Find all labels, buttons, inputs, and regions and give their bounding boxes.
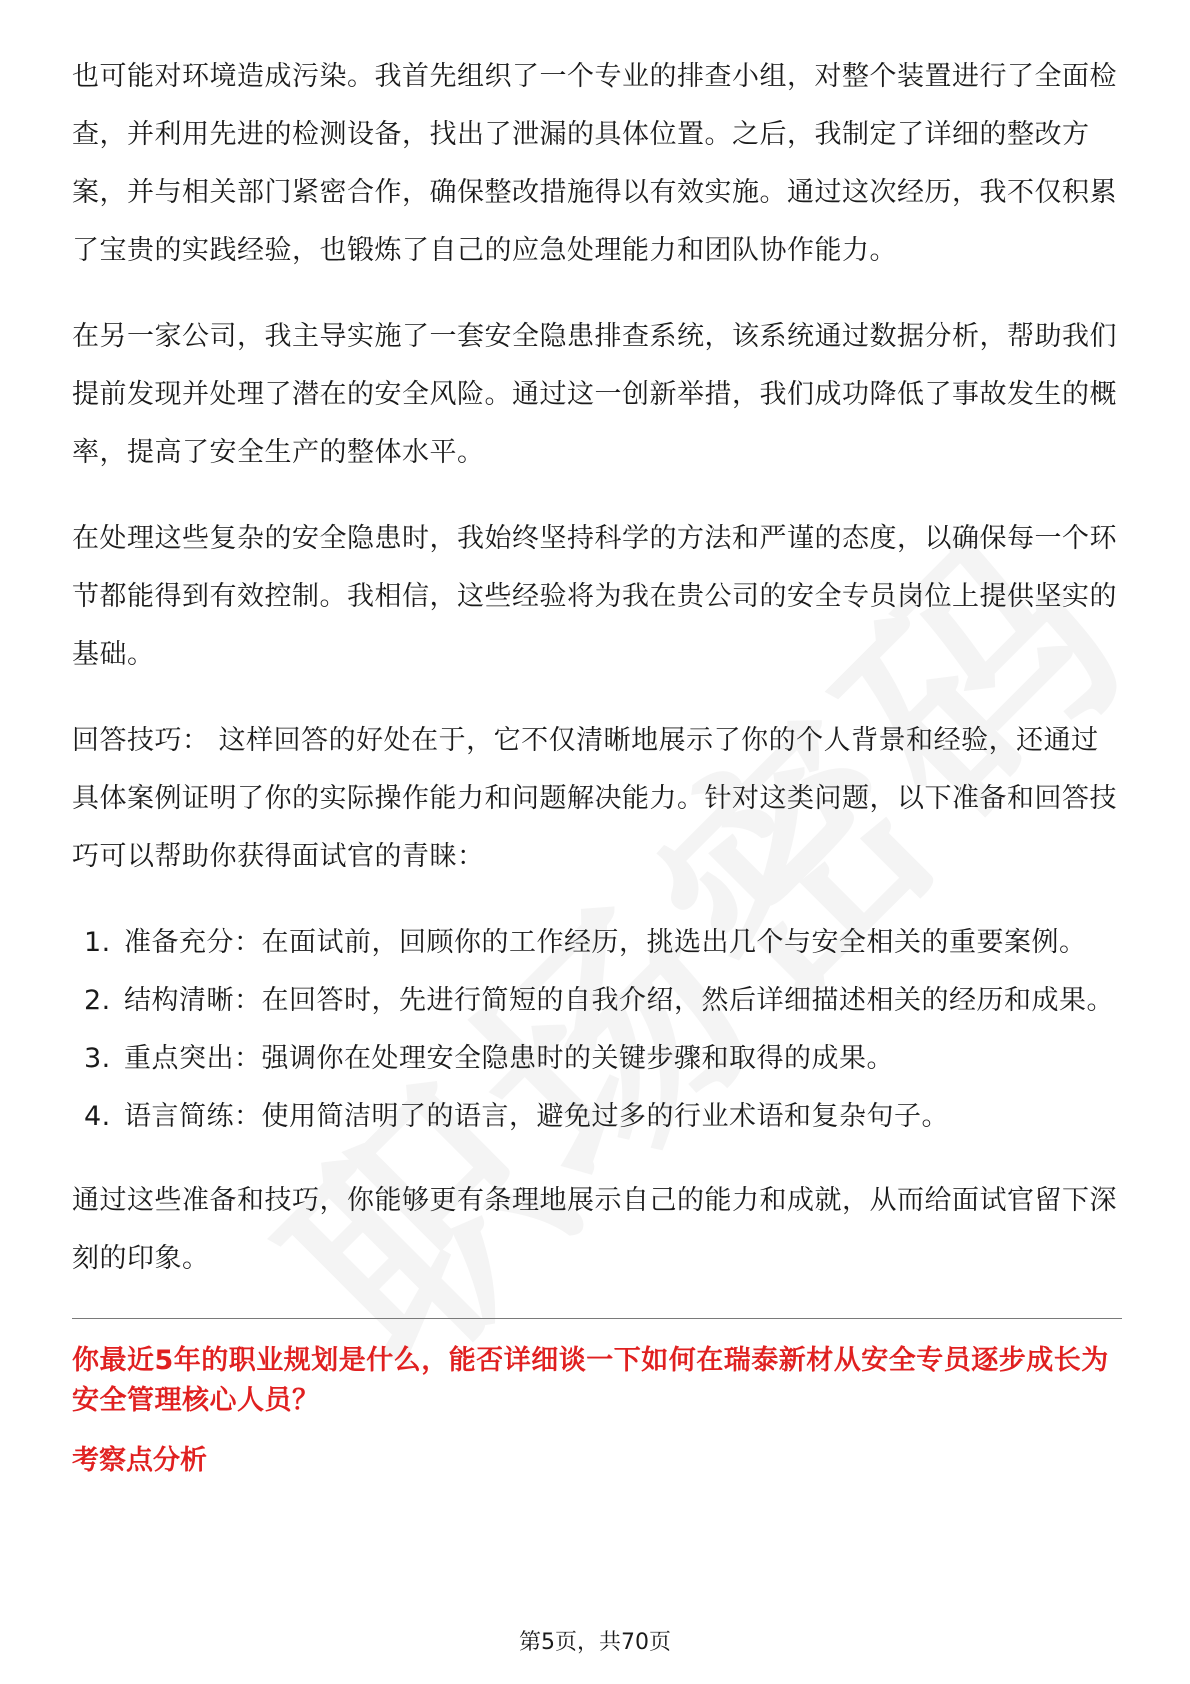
paragraph-closing: 通过这些准备和技巧，你能够更有条理地展示自己的能力和成就，从而给面试官留下深刻的印象。	[72, 1185, 1117, 1274]
list-item-number: 3.	[84, 1043, 111, 1074]
list-item	[72, 972, 1122, 1030]
list-item	[72, 914, 1122, 972]
list-item	[72, 1030, 1122, 1088]
list-item-text: 重点突出：强调你在处理安全隐患时的关键步骤和取得的成果。	[124, 1043, 894, 1074]
list-item-text: 准备充分：在面试前，回顾你的工作经历，挑选出几个与安全相关的重要案例。	[124, 927, 1087, 958]
paragraph-approach: 在处理这些复杂的安全隐患时，我始终坚持科学的方法和严谨的态度，以确保每一个环节都能得到有效控制。我相信，这些经验将为我在贵公司的安全专员岗位上提供坚实的基础。	[72, 523, 1117, 670]
tips-list	[72, 914, 1122, 1146]
paragraph-answer-tips: 回答技巧： 这样回答的好处在于，它不仅清晰地展示了你的个人背景和经验，还通过具体案例证明了你的实际操作能力和问题解决能力。针对这类问题，以下准备和回答技巧可以帮助你获得面试官的青睐：	[72, 725, 1117, 872]
paragraph-hazard-system: 在另一家公司，我主导实施了一套安全隐患排查系统，该系统通过数据分析，帮助我们提前发现并处理了潜在的安全风险。通过这一创新举措，我们成功降低了事故发生的概率，提高了安全生产的整体水平。	[72, 321, 1117, 468]
section-divider	[72, 1318, 1122, 1319]
list-item-number: 2.	[84, 985, 111, 1016]
interview-question: 你最近5年的职业规划是什么，能否详细谈一下如何在瑞泰新材从安全专员逐步成长为安全管理核心人员？	[72, 1345, 1109, 1416]
page-number: 第5页，共70页	[519, 1630, 671, 1655]
list-item-text: 语言简练：使用简洁明了的语言，避免过多的行业术语和复杂句子。	[124, 1101, 949, 1132]
document-content	[72, 48, 1122, 1481]
list-item	[72, 1088, 1122, 1146]
paragraph-leak-remediation: 也可能对环境造成污染。我首先组织了一个专业的排查小组，对整个装置进行了全面检查，并利用先进的检测设备，找出了泄漏的具体位置。之后，我制定了详细的整改方案，并与相关部门紧密合作，确保整改措施得以有效实施。通过这次经历，我不仅积累了宝贵的实践经验，也锻炼了自己的应急处理能力和团队协作能力。	[72, 61, 1117, 266]
list-item-number: 1.	[84, 927, 111, 958]
section-heading: 考察点分析	[72, 1445, 207, 1476]
list-item-number: 4.	[84, 1101, 111, 1132]
list-item-text: 结构清晰：在回答时，先进行简短的自我介绍，然后详细描述相关的经历和成果。	[124, 985, 1114, 1016]
